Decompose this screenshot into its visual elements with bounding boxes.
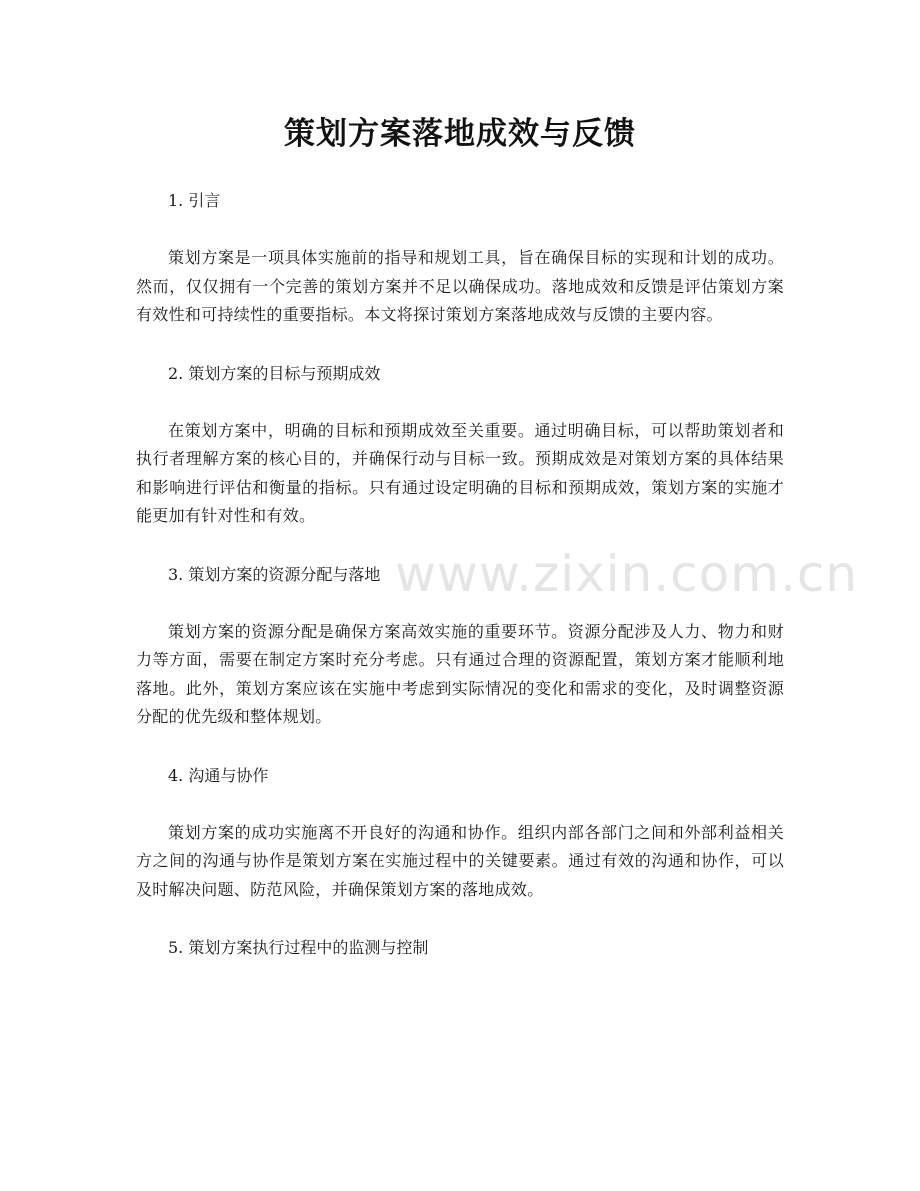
- section-heading-5: 5. 策划方案执行过程中的监测与控制: [168, 938, 429, 957]
- section-heading-1: 1. 引言: [168, 191, 221, 210]
- section-paragraph-2: 在策划方案中，明确的目标和预期成效至关重要。通过明确目标，可以帮助策划者和执行者理解方案的核心目的，并确保行动与目标一致。预期成效是对策划方案的具体结果和影响进行评估和衡量的指标。只有通过设定明确的目标和预期成效，策划方案的实施才能更加有针对性和有效。: [136, 420, 784, 525]
- section-paragraph-4: 策划方案的成功实施离不开良好的沟通和协作。组织内部各部门之间和外部利益相关方之间的沟通与协作是策划方案在实施过程中的关键要素。通过有效的沟通和协作，可以及时解决问题、防范风险，并确保策划方案的落地成效。: [136, 822, 784, 899]
- section-heading-3: 3. 策划方案的资源分配与落地: [168, 564, 381, 584]
- watermark: www.zixin.com.cn: [395, 545, 859, 603]
- section-paragraph-1: 策划方案是一项具体实施前的指导和规划工具，旨在确保目标的实现和计划的成功。然而，仅仅拥有一个完善的策划方案并不足以确保成功。落地成效和反馈是评估策划方案有效性和可持续性的重要指标。本文将探讨策划方案落地成效与反馈的主要内容。: [136, 248, 784, 324]
- document-body: [136, 187, 784, 991]
- section-heading-4: 4. 沟通与协作: [168, 765, 269, 785]
- section-heading-2: 2. 策划方案的目标与预期成效: [168, 363, 381, 383]
- section-paragraph-3: 策划方案的资源分配是确保方案高效实施的重要环节。资源分配涉及人力、物力和财力等方面，需要在制定方案时充分考虑。只有通过合理的资源配置，策划方案才能顺利地落地。此外，策划方案应该在实施中考虑到实际情况的变化和需求的变化，及时调整资源分配的优先级和整体规划。: [136, 621, 784, 726]
- document-title: 策划方案落地成效与反馈: [284, 116, 636, 152]
